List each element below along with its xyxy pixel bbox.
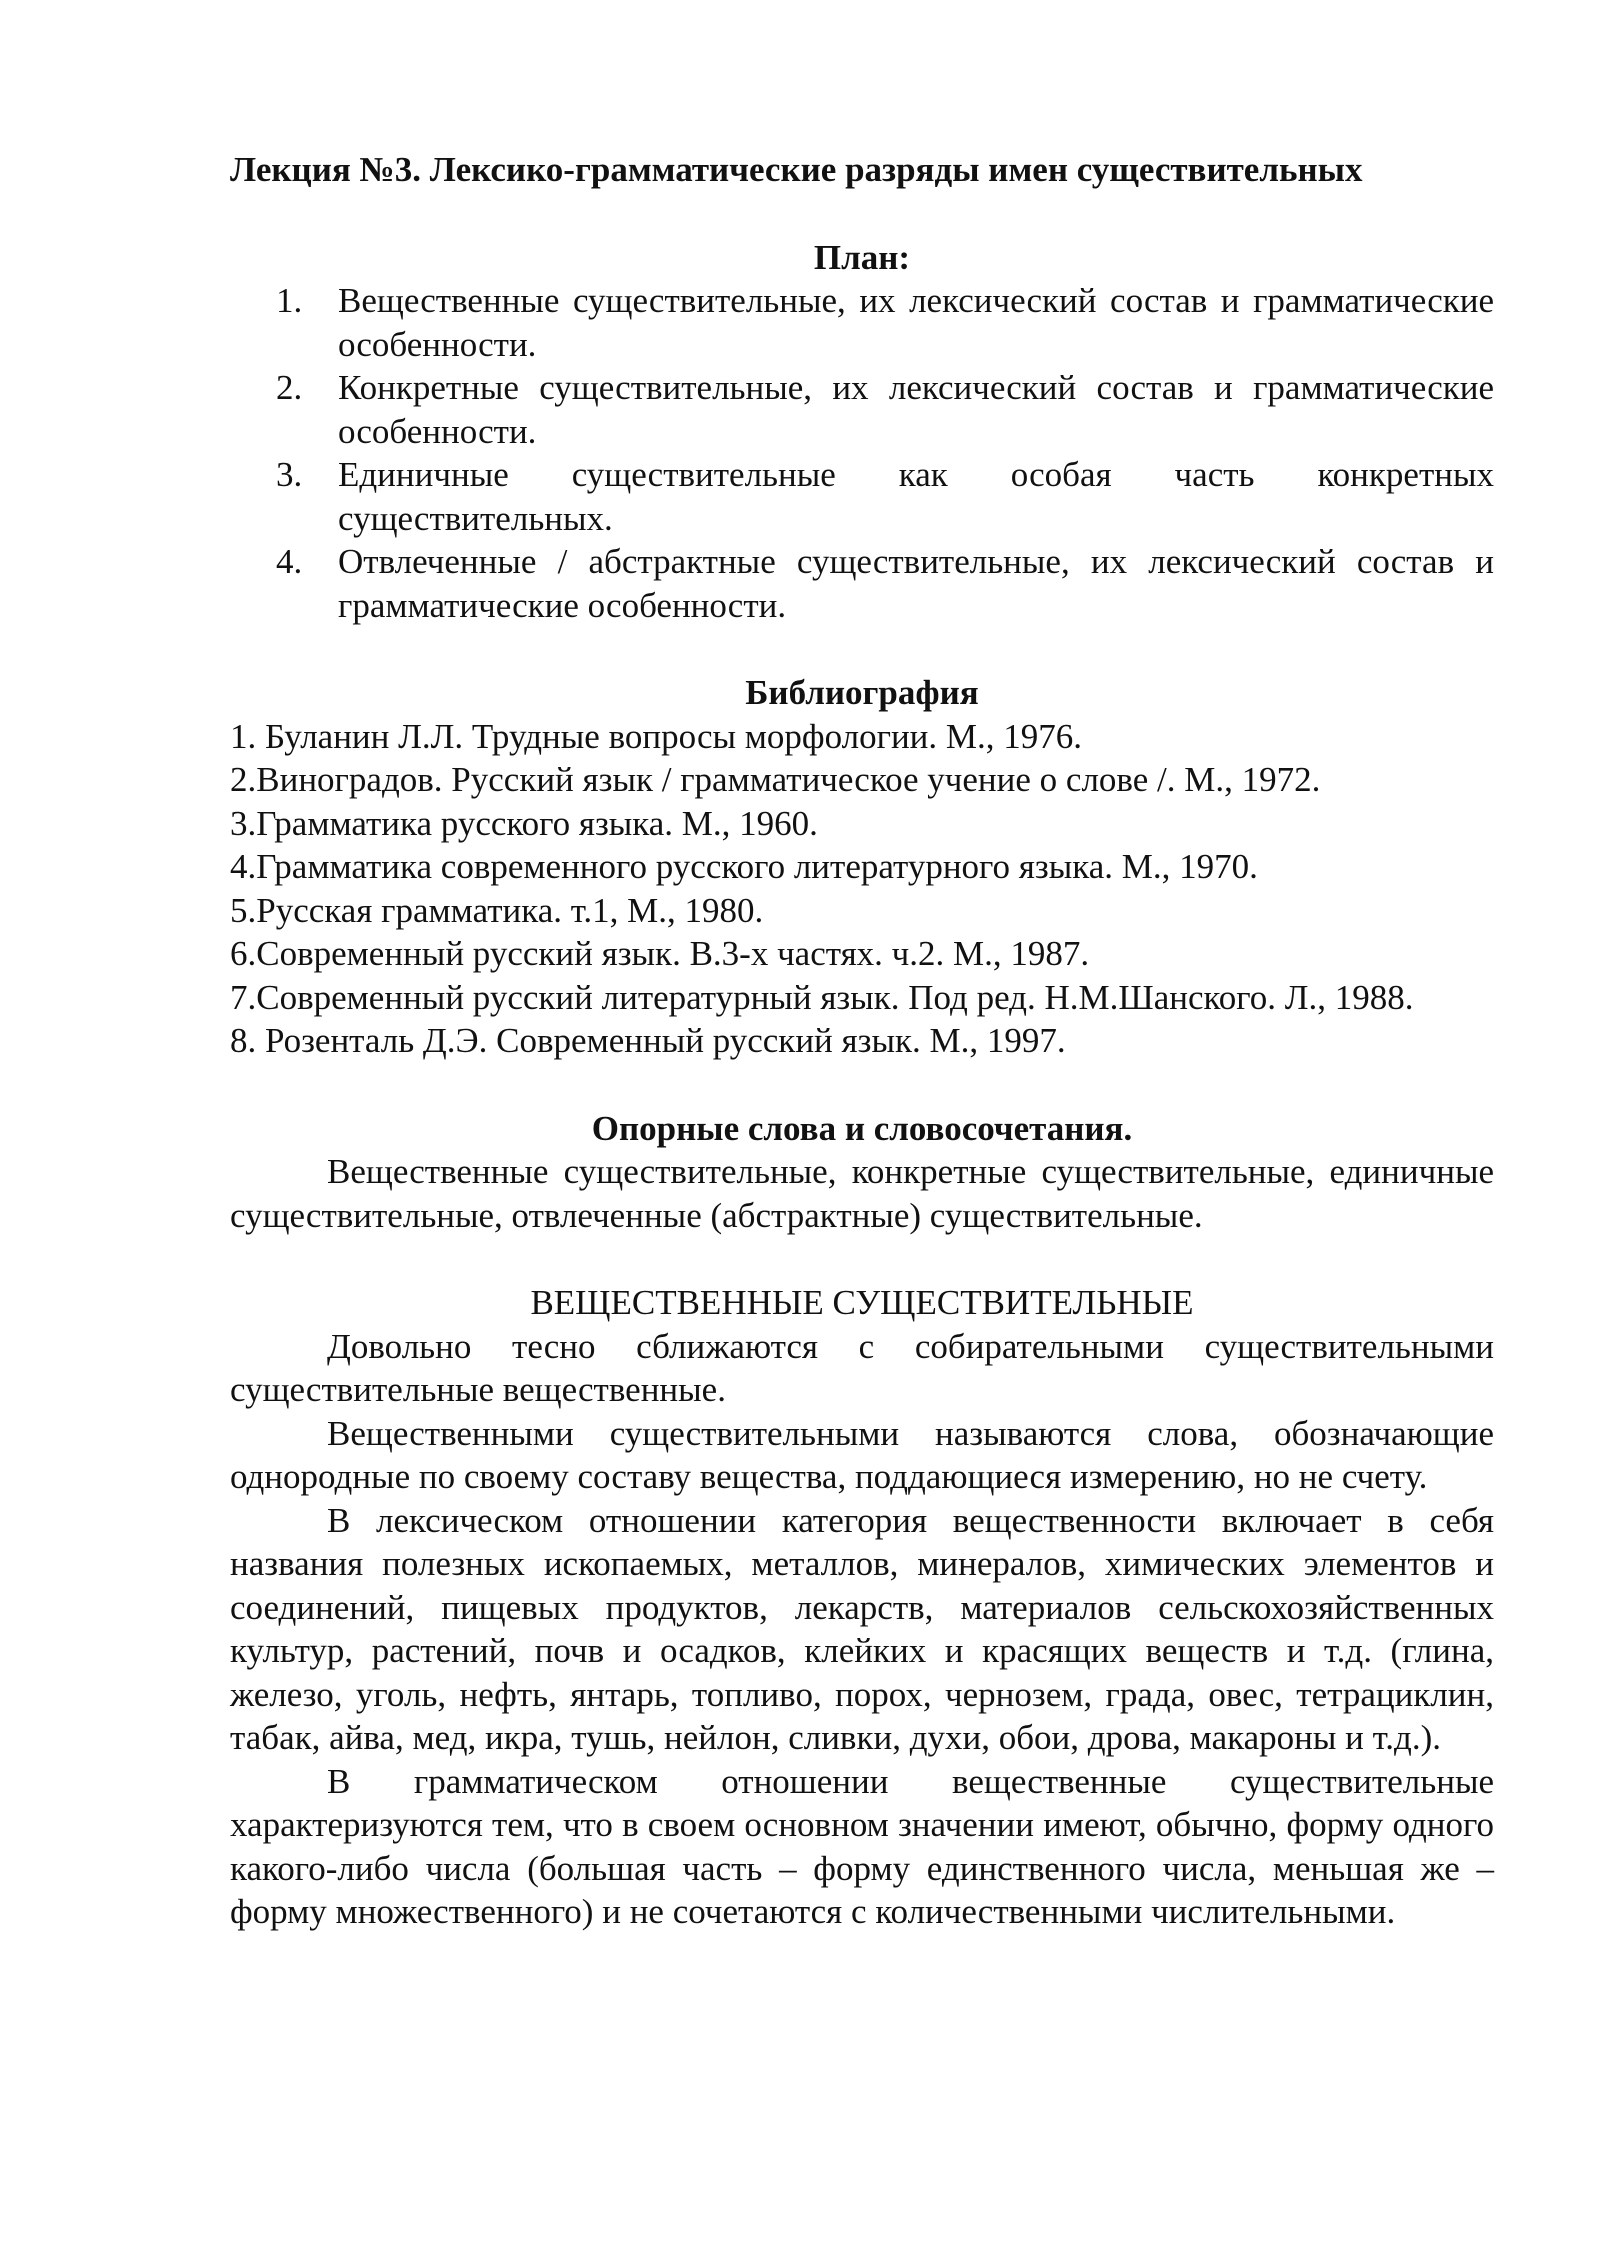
- keywords-heading: Опорные слова и словосочетания.: [591, 1108, 1133, 1148]
- plan-item: [276, 366, 1494, 453]
- bibliography-item: 7.Современный русский литературный язык. Под ред. Н.М.Шанского. Л., 1988.: [230, 977, 1414, 1017]
- bibliography-item: 3.Грамматика русского языка. М., 1960.: [230, 803, 818, 843]
- plan-item-number: 3.: [276, 455, 303, 494]
- section-paragraph: Вещественными существительными называются слова, обозначающие однородные по своему составу вещества, поддающиеся измерению, но не счету.: [230, 1413, 1494, 1496]
- document-page: [230, 148, 1494, 1934]
- plan-item: [276, 453, 1494, 540]
- plan-item-text: Конкретные существительные, их лексический состав и грамматические особенности.: [338, 368, 1494, 451]
- bibliography-item: 6.Современный русский язык. В.3-х частях. ч.2. М., 1987.: [230, 934, 1090, 973]
- plan-item-text: Вещественные существительные, их лексический состав и грамматические особенности.: [338, 281, 1494, 364]
- plan-item-number: 4.: [276, 542, 303, 581]
- bibliography-item: 1. Буланин Л.Л. Трудные вопросы морфологии. М., 1976.: [230, 716, 1083, 756]
- bibliography-item: 8. Розенталь Д.Э. Современный русский язык. М., 1997.: [230, 1021, 1066, 1060]
- plan-item-number: 2.: [276, 368, 303, 407]
- bibliography-item: 4.Грамматика современного русского литературного языка. М., 1970.: [230, 847, 1258, 886]
- plan-item-number: 1.: [276, 281, 303, 320]
- plan-item: [276, 279, 1494, 366]
- section-paragraph: В лексическом отношении категория вещественности включает в себя названия полезных ископаемых, металлов, минералов, химических элементов и соединений, пищевых продуктов, лекарств, материалов сельскохозяйственных культур, растений, почв и осадков, клейких и красящих веществ и т.д. (глина, железо, уголь, нефть, янтарь, топливо, порох, чернозем, града, овес, тетрациклин, табак, айва, мед, икра, тушь, нейлон, сливки, духи, обои, дрова, макароны и т.д.).: [230, 1500, 1494, 1757]
- plan-list: [230, 279, 1494, 627]
- bibliography-item: 5.Русская грамматика. т.1, М., 1980.: [230, 890, 764, 930]
- lecture-title: Лекция №3. Лексико-грамматические разряды имен существительных: [230, 150, 1363, 189]
- section-paragraph: В грамматическом отношении вещественные существительные характеризуются тем, что в своем основном значении имеют, обычно, форму одного какого-либо числа (большая часть – форму единственного числа, меньшая же – форму множественного) и не сочетаются с количественными числительными.: [230, 1761, 1494, 1931]
- bibliography-list: [230, 715, 1494, 1063]
- bibliography-item: 2.Виноградов. Русский язык / грамматическое учение о слове /. М., 1972.: [230, 760, 1321, 799]
- plan-item-text: Отвлеченные / абстрактные существительные, их лексический состав и грамматические особенности.: [338, 542, 1494, 625]
- section-paragraph: Довольно тесно сближаются с собирательными существительными существительные вещественные.: [230, 1326, 1494, 1409]
- keywords-paragraph: Вещественные существительные, конкретные существительные, единичные существительные, отвлеченные (абстрактные) существительные.: [230, 1152, 1494, 1235]
- section-heading: ВЕЩЕСТВЕННЫЕ СУЩЕСТВИТЕЛЬНЫЕ: [530, 1283, 1194, 1322]
- plan-item-text: Единичные существительные как особая часть конкретных существительных.: [338, 455, 1494, 538]
- plan-item: [276, 540, 1494, 627]
- bibliography-heading: Библиография: [745, 673, 979, 712]
- plan-heading: План:: [813, 237, 911, 277]
